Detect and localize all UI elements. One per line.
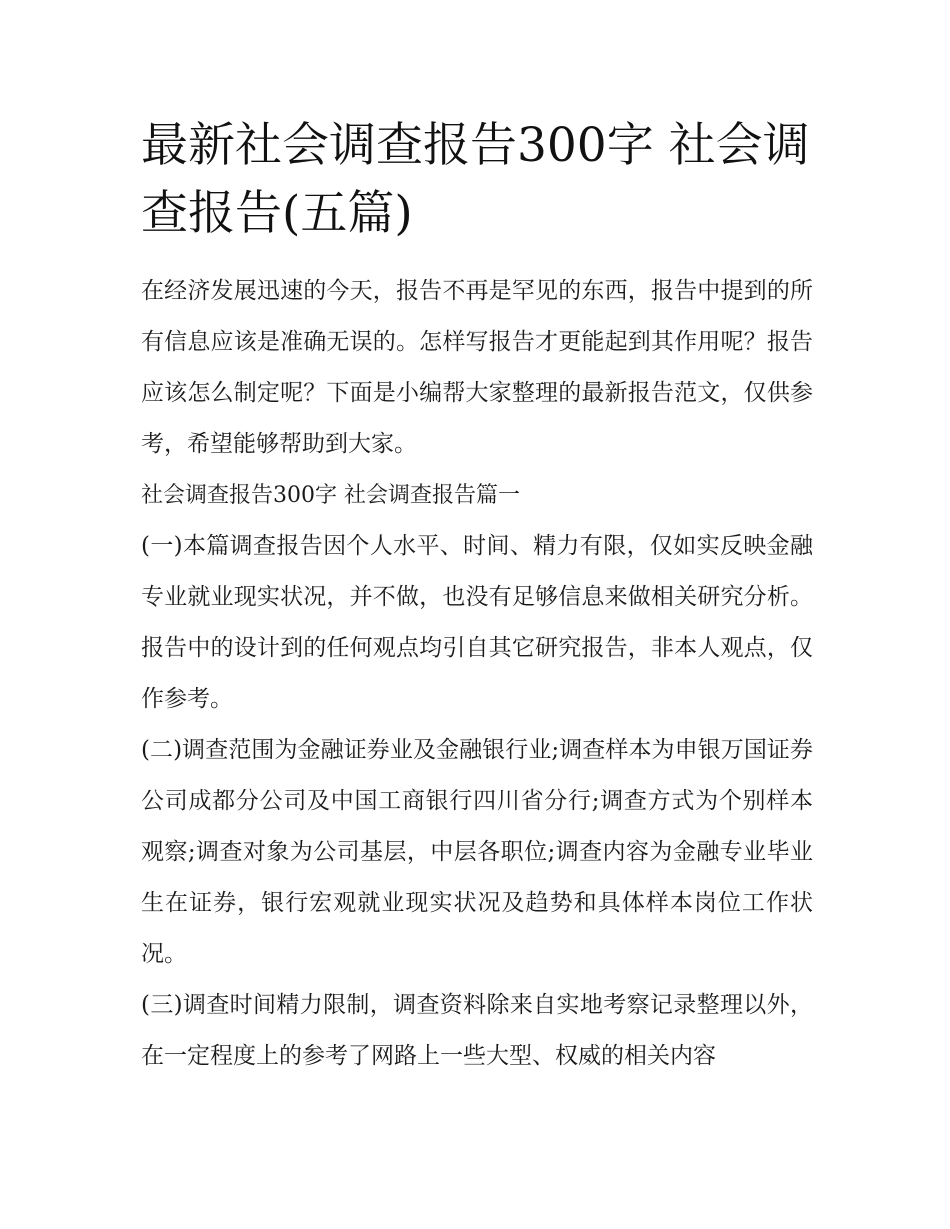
paragraph-three: (三)调查时间精力限制，调查资料除来自实地考察记录整理以外，在一定程度上的参考了网路上一些大型、权威的相关内容 (141, 992, 813, 1069)
paragraph-one: (一)本篇调查报告因个人水平、时间、精力有限，仅如实反映金融专业就业现实状况，并不做，也没有足够信息来做相关研究分析。报告中的设计到的任何观点均引自其它研究报告，非本人观点，仅作参考。 (141, 533, 813, 712)
paragraph-two: (二)调查范围为金融证券业及金融银行业;调查样本为申银万国证券公司成都分公司及中国工商银行四川省分行;调查方式为个别样本观察;调查对象为公司基层，中层各职位;调查内容为金融专业毕业生在证券，银行宏观就业现实状况及趋势和具体样本岗位工作状况。 (141, 737, 813, 967)
intro-paragraph: 在经济发展迅速的今天，报告不再是罕见的东西，报告中提到的所有信息应该是准确无误的。怎样写报告才更能起到其作用呢？报告应该怎么制定呢？下面是小编帮大家整理的最新报告范文，仅供参考，希望能够帮助到大家。 (141, 278, 813, 457)
document-body (141, 112, 813, 1082)
document-title: 最新社会调查报告300字 社会调查报告(五篇) (141, 118, 810, 241)
section-heading: 社会调查报告300字 社会调查报告篇一 (141, 483, 520, 508)
